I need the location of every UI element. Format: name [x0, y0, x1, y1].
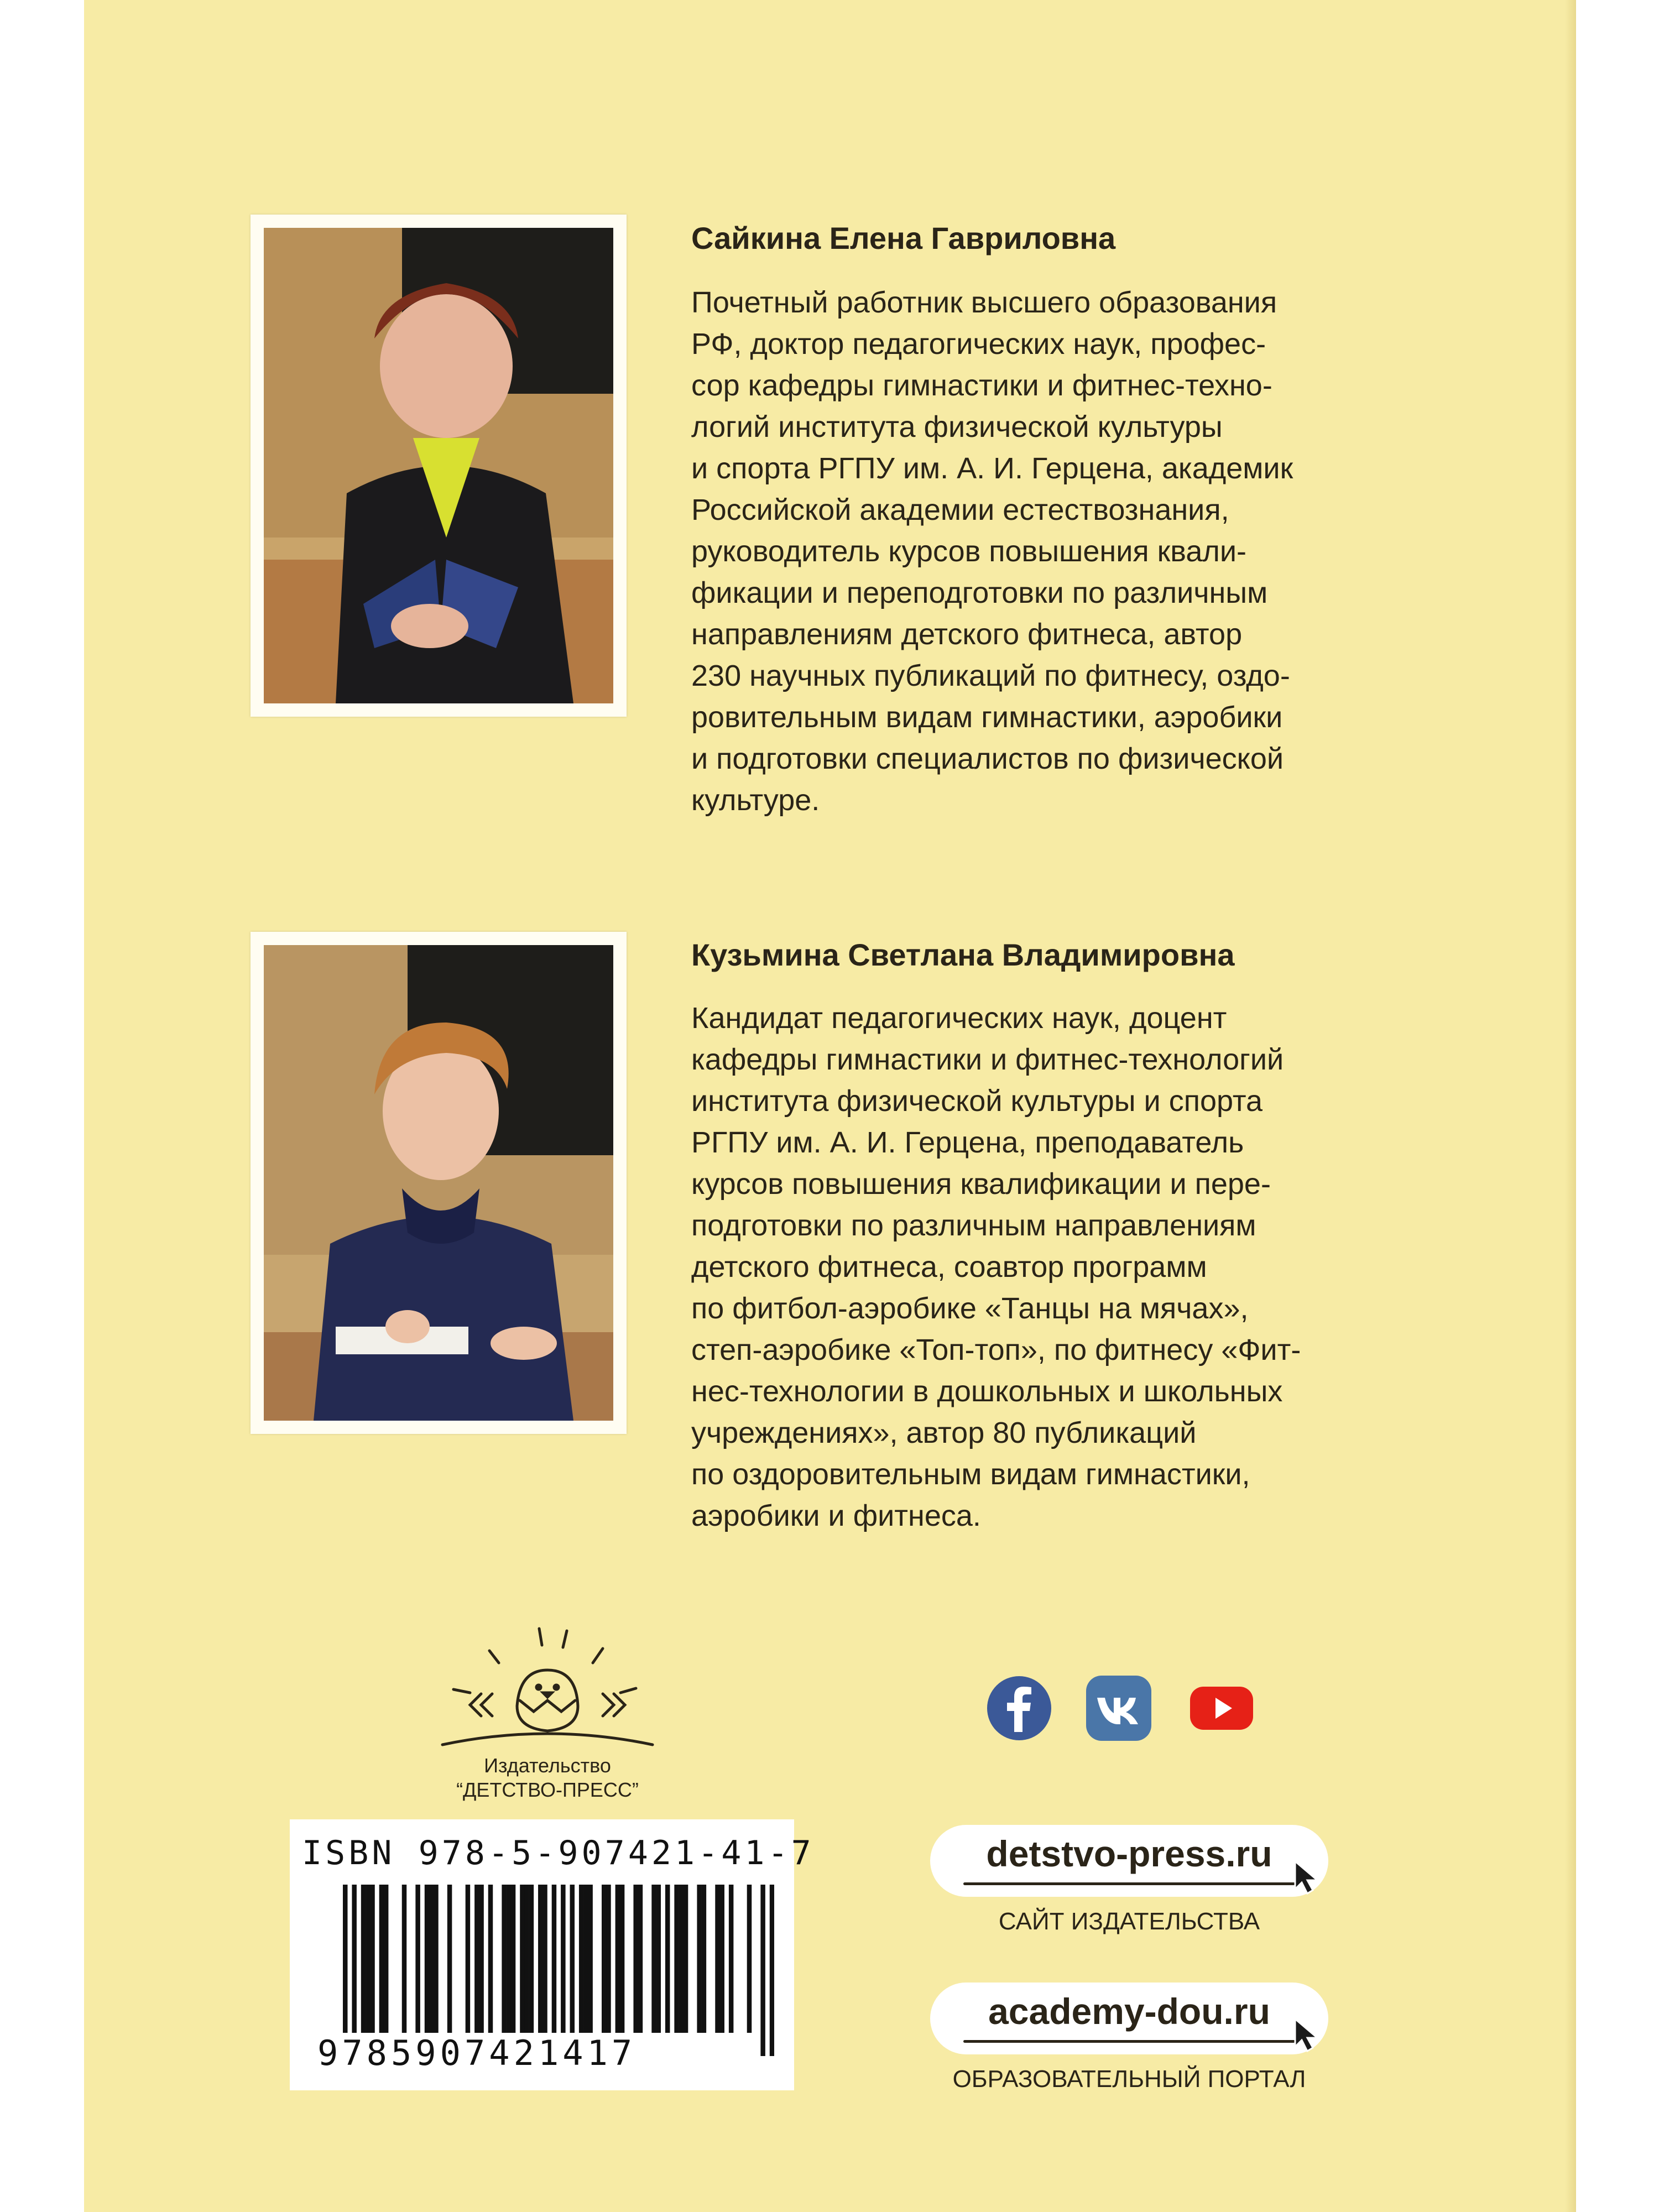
barcode-bar	[656, 1885, 661, 2033]
bio-line: направлениям детского фитнеса, автор	[691, 618, 1243, 651]
publisher-logo	[420, 1623, 675, 1800]
cover-edge	[1565, 0, 1576, 2212]
barcode-bar	[665, 1885, 670, 2033]
cursor-icon	[1290, 1858, 1328, 1897]
url-underline	[963, 2040, 1295, 2043]
publisher-name	[420, 1754, 675, 1802]
barcode-bar	[542, 1885, 547, 2033]
bio-line: и спорта РГПУ им. А. И. Герцена, академик	[691, 452, 1293, 485]
barcode-bar	[679, 1885, 684, 2033]
barcode-bar	[384, 1885, 389, 2033]
bio-line: аэробики и фитнеса.	[691, 1499, 981, 1532]
barcode-bar	[579, 1885, 584, 2033]
bio-line: Российской академии естествознания,	[691, 493, 1229, 526]
bio-line: РФ, доктор педагогических наук, профес-	[691, 327, 1266, 361]
bio-line: ровительным видам гимнастики, аэробики	[691, 701, 1283, 734]
bio-line: кафедры гимнастики и фитнес-технологий	[691, 1043, 1284, 1076]
bio-line: детского фитнеса, соавтор программ	[691, 1250, 1207, 1284]
barcode-bar	[552, 1885, 557, 2056]
barcode-bar	[352, 1885, 357, 2056]
link-detstvo-press[interactable]	[930, 1825, 1328, 1897]
vk-icon[interactable]	[1085, 1674, 1152, 1742]
barcode-bar	[379, 1885, 384, 2033]
barcode	[343, 1885, 774, 2056]
barcode-bar	[588, 1885, 593, 2033]
barcode-bar	[633, 1885, 638, 2033]
barcode-digits: 9785907421417	[317, 2033, 637, 2073]
bio-line: РГПУ им. А. И. Герцена, преподаватель	[691, 1126, 1244, 1159]
bio-line: руководитель курсов повышения квали-	[691, 535, 1247, 568]
barcode-bar	[429, 1885, 434, 2033]
barcode-bar	[674, 1885, 679, 2033]
barcode-bar	[651, 1885, 656, 2033]
barcode-bar	[638, 1885, 643, 2033]
barcode-bar	[507, 1885, 512, 2033]
barcode-bar	[502, 1885, 507, 2033]
barcode-bar	[366, 1885, 371, 2033]
barcode-bar	[702, 1885, 707, 2033]
barcode-bar	[747, 1885, 752, 2033]
facebook-icon[interactable]	[985, 1674, 1053, 1742]
link-caption: ОБРАЗОВАТЕЛЬНЫЙ ПОРТАЛ	[952, 2065, 1306, 2093]
cursor-icon	[1290, 2016, 1328, 2054]
bio-line: логий института физической культуры	[691, 410, 1223, 444]
bio-line: нес-технологии в дошкольных и школьных	[691, 1375, 1283, 1408]
bio-line: и подготовки специалистов по физической	[691, 742, 1284, 775]
bio-line: степ-аэробике «Топ-топ», по фитнесу «Фит-	[691, 1333, 1301, 1366]
bio-line: подготовки по различным направлениям	[691, 1209, 1256, 1242]
isbn-label: ISBN 978-5-907421-41-7	[302, 1834, 815, 1872]
publisher-line1: Издательство	[484, 1754, 611, 1777]
portrait-illustration	[264, 228, 613, 703]
barcode-bar	[343, 1885, 348, 2056]
barcode-bar	[538, 1885, 543, 2033]
barcode-bar	[434, 1885, 439, 2033]
barcode-bar	[370, 1885, 375, 2033]
barcode-bar	[447, 1885, 452, 2033]
barcode-bar	[520, 1885, 525, 2033]
publisher-line2: “ДЕТСТВО-ПРЕСС”	[456, 1778, 639, 1801]
bio-line: курсов повышения квалификации и пере-	[691, 1167, 1271, 1201]
barcode-bar	[583, 1885, 588, 2033]
barcode-bar	[488, 1885, 493, 2033]
barcode-bar	[511, 1885, 516, 2033]
bio-line: Почетный работник высшего образования	[691, 286, 1277, 319]
barcode-bar	[760, 1885, 765, 2056]
barcode-bar	[570, 1885, 575, 2033]
author-photo-saikina	[251, 215, 627, 717]
barcode-bar	[697, 1885, 702, 2033]
bio-line: культуре.	[691, 784, 820, 817]
author-bio	[691, 282, 1293, 821]
barcode-bar	[561, 1885, 566, 2056]
barcode-bar	[719, 1885, 724, 2033]
barcode-bar	[529, 1885, 534, 2033]
barcode-bar	[729, 1885, 734, 2033]
barcode-bar	[620, 1885, 625, 2033]
author-photo-kuzmina	[251, 932, 627, 1434]
barcode-bar	[402, 1885, 407, 2033]
url-text[interactable]: academy-dou.ru	[988, 1991, 1270, 2032]
link-caption: САЙТ ИЗДАТЕЛЬСТВА	[998, 1908, 1260, 1935]
bio-line: 230 научных публикаций по фитнесу, оздо-	[691, 659, 1290, 692]
barcode-bar	[361, 1885, 366, 2033]
barcode-bar	[770, 1885, 774, 2056]
bio-line: учреждениях», автор 80 публикаций	[691, 1416, 1197, 1449]
url-underline	[963, 1882, 1295, 1885]
author-name: Кузьмина Светлана Владимировна	[691, 937, 1235, 972]
barcode-bar	[425, 1885, 430, 2033]
barcode-bar	[474, 1885, 479, 2033]
barcode-bar	[602, 1885, 607, 2033]
author-name: Сайкина Елена Гавриловна	[691, 221, 1116, 255]
bio-line: института физической культуры и спорта	[691, 1084, 1262, 1118]
bio-line: по фитбол-аэробике «Танцы на мячах»,	[691, 1292, 1249, 1325]
barcode-bar	[479, 1885, 484, 2033]
isbn-barcode-block	[290, 1819, 815, 2090]
bio-line: по оздоровительным видам гимнастики,	[691, 1458, 1250, 1491]
bio-line: сор кафедры гимнастики и фитнес-техно-	[691, 369, 1272, 402]
link-academy-dou[interactable]	[930, 1983, 1328, 2054]
url-text[interactable]: detstvo-press.ru	[986, 1833, 1272, 1874]
bio-line: Кандидат педагогических наук, доцент	[691, 1001, 1227, 1035]
barcode-bar	[415, 1885, 420, 2033]
barcode-bar	[524, 1885, 529, 2033]
barcode-bar	[615, 1885, 620, 2033]
barcode-bar	[684, 1885, 688, 2033]
barcode-bar	[606, 1885, 611, 2033]
chick-egg-logo-icon	[420, 1623, 675, 1750]
barcode-bar	[466, 1885, 471, 2033]
youtube-icon[interactable]	[1188, 1674, 1255, 1742]
portrait-illustration	[264, 945, 613, 1421]
bio-line: фикации и переподготовки по различным	[691, 576, 1268, 609]
barcode-bar	[715, 1885, 720, 2033]
author-bio	[691, 998, 1301, 1537]
